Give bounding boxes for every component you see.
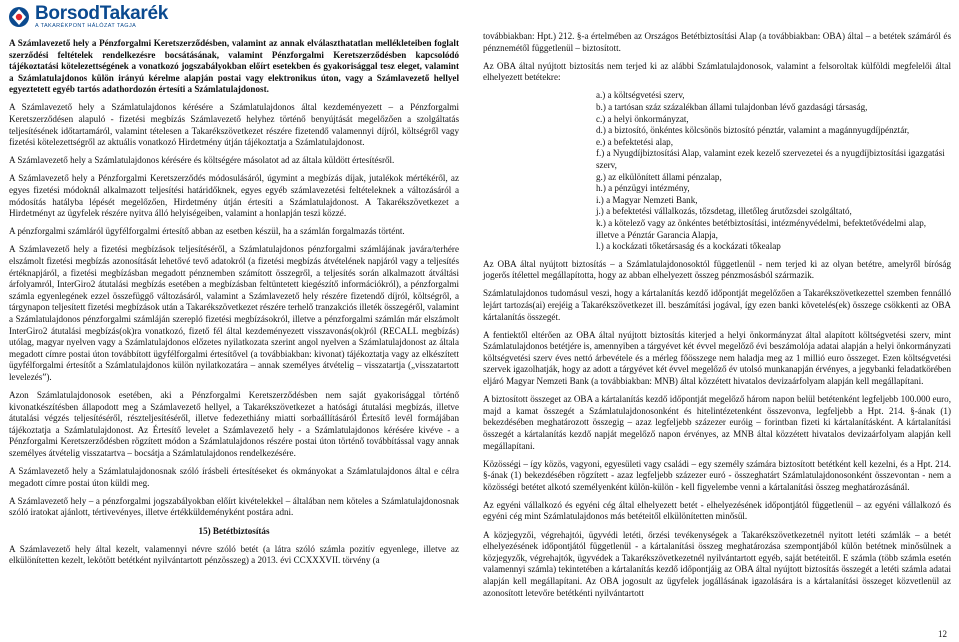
- paragraph: A Számlavezető hely – a pénzforgalmi jogszabályokban előírt kivételekkel – általában nem köteles a Számlatulajdonosnak szóló iratokat ajánlott, tértivevényes, illetve értékküldeményként postára adni.: [9, 495, 459, 518]
- paragraph: Számlatulajdonos tudomásul veszi, hogy a kártalanítás kezdő időpontját megelőzően a Takarékszövetkezettel szemben fennálló lejárt tartozás(ai) erejéig a Takarékszövetkezet ill. beszámítási jogával, így ezen banki követelés(ek) összege csökkenti az OBA kártalanítás összegét.: [483, 288, 951, 322]
- paragraph: A Számlavezető hely a Pénzforgalmi Keretszerződésben, valamint az annak elválaszthatatlan mellékleteiben foglalt szerződési feltételek rendelkezésre bocsátásának, valamint Pénzforgalmi Keretszerződésben kapcsolódó tájékoztatási kötelezettségének a vonatkozó jogszabályokban előírt esetekben és gyakorisággal tesz eleget, valamint a Számlatulajdonos külön irányú kérelme alapján postai vagy elektronikus úton, vagy a Számlavezető hellyel egyeztetett egyéb tartós adathordozón értesíti a Számlatulajdonost.: [9, 38, 459, 95]
- takarek-logo-icon: [8, 6, 30, 28]
- borsod-takarek-logo: [8, 4, 238, 32]
- paragraph: A Számlavezető hely a fizetési megbízások teljesítéséről, a Számlatulajdonos pénzforgalmi számlájának javára/terhére elszámolt fizetési megbízás azonosítását lehetővé tevő adatokról (a fizetési megbízás átvételének napjáról vagy a teljesítés értéknapjáról, a fizetési megbízásban megadott pénznemben számított összegről, a teljesítés során alkalmazott átváltási árfolyamról, InterGiro2 átutalási megbízás esetében a megbízásban feltüntetett kiegészítő információkról), a pénzforgalmi számla egyenlegének ezzel összefüggő változásáról, valamint a Számlavezető hely részére fizetendő díjról, költségről, a tárgynapon teljesített fizetési megbízások után a Takarékszövetkezet részére terhelő tranzakciós illeték összegéről, valamint a Számlatulajdonos pénzforgalmi számláján szerepló fizetési megbízásokról, illetve a pénzforgalmi számlán már elszámolt InterGiro2 átutalási megbízás(ok)ra vonatkozó, fizető fél által kezdeményezett visszavonás(ok)ról (RECALL megbízás) utólag, magyar nyelven vagy a Számlatulajdonos előzetes nyilatkozata szerint angol nyelven a Számlatulajdonost az általa megadott címre postai úton továbbított ügyfélforgalmi értesítővel (a továbbiakban: kivonat) tájékoztatja vagy az elkészített ügyfélforgalmi értesítőt a Számlatulajdonos külön nyilatkozatára – annak személyes átvételig – visszatartja („visszatartott levelezés”).: [9, 244, 459, 382]
- list-item: g.) az elkülönített állami pénzalap,: [596, 171, 722, 182]
- list-item: e.) a befektetési alap,: [596, 136, 673, 147]
- list-item: a.) a költségvetési szerv,: [596, 90, 685, 101]
- paragraph: A fentiektől eltérően az OBA által nyújtott biztosítás kiterjed a helyi önkormányzat által alapított költségvetési szerv, mint Számlatulajdonos betétjére is, amennyiben a tárgyévet két évvel megelőző évi beszámolója adatai alapján a helyi önkormányzati költségvetési szerv éves nettó árbevétele és a mérleg főösszege nem haladja meg az 1 millió euro összeget. Ezen költségvetési szervek igazolhatják, hogy az adott a tárgyévet két évvel megelőző év utolsó munkanapján érvényes, a jegybanki feladatkörében eljáró Magyar Nemzeti Bank (a továbbiakban: MNB) által közzétett hivatalos devizaárfolyam alapján kell megállapítani.: [483, 329, 951, 387]
- paragraph: Az OBA által nyújtott biztosítás nem terjed ki az alábbi Számlatulajdonosok, valamint a felsoroltak külföldi megfelelői által elhelyezett betétekre:: [483, 60, 951, 83]
- paragraph: továbbiakban: Hpt.) 212. §-a értelmében az Országos Betétbiztosítási Alap (a továbbiakban: OBA) által – a betétek számáról és pénznemétől függetlenül – biztosított.: [483, 31, 951, 53]
- list-item: i.) a Magyar Nemzeti Bank,: [596, 194, 698, 205]
- paragraph: Az OBA által nyújtott biztosítás – a Számlatulajdonosoktól függetlenül - nem terjed ki az olyan betétre, amelyről bíróság jogerős ítélettel megállapította, hogy az abban elhelyezett összeg pénzmosásból származik.: [483, 258, 951, 281]
- paragraph: A közjegyzői, végrehajtói, ügyvédi letéti, őrzési tevékenységek a Takarékszövetkezetnél nyitott letéti számlák – a betét elhelyezésének időpontjától függetlenül - a kártalanítási összeg meghatározása szempontjából külön betétnek minősülnek a közjegyzők, végrehajtók, ügyvédek a Takarékszövetkezetnél nyilvántartott egyéb, saját betéteitől. E számla (több számla esetén valamennyi számla) tekintetében a kártalanítás kezdő időpontjáig az OBA által nyújtott biztosítás összegét a letéti számla adatai alapján kell megállapítani. Az OBA jogosult az ügyfelek jogállásának igazolására is a kártalanítási összeget közvetlenül az azonosított letevőre betétkénti nyilvántartott: [483, 529, 951, 598]
- paragraph: A Számlavezető hely a Pénzforgalmi Keretszerződés módosulásáról, úgymint a megbízás díjak, jutalékok mértékéről, az egyes fizetési módoknál alkalmazott teljesítési határidőknek, egyes egyéb számlavezetési feltételeknek a változásáról a módosítás hatályba lépését megelőzően, Hirdetmény útján értesíti a Számlatulajdonost. A Takarékszövetkezet a Hirdetményt az ügyfelek részére nyitva álló helyiségeiben, valamint a honlapján teszi közzé.: [9, 173, 459, 219]
- list-item: k.) a kötelező vagy az önkéntes betétbiztosítási, intézményvédelmi, befektetővédelmi alap, illetve a Pénztár Garancia Alapja,: [596, 217, 927, 240]
- section-heading: 15) Betétbiztosítás: [198, 525, 270, 536]
- list-item: b.) a tartósan száz százalékban állami tulajdonban lévő gazdasági társaság,: [596, 101, 868, 112]
- list-item: j.) a befektetési vállalkozás, tőzsdetag, illetőleg árutőzsdei szolgáltató,: [596, 206, 852, 217]
- paragraph: A Számlavezető hely a Számlatulajdonosnak szóló írásbeli értesítéseket és okmányokat a Számlatulajdonos által e célra megadott címre postai úton küldi meg.: [9, 466, 459, 488]
- paragraph: A pénzforgalmi számláról ügyfélforgalmi értesítő abban az esetben készül, ha a számlán forgalmazás történt.: [9, 226, 405, 237]
- list-item: h.) a pénzügyi intézmény,: [596, 183, 690, 194]
- logo-name: BorsodTakarék: [35, 3, 169, 24]
- paragraph: Azon Számlatulajdonosok esetében, aki a Pénzforgalmi Keretszerződésben nem saját gyakorisággal történő kivonatkészítésben állapodott meg a Számlavezető hellyel, a Takarékszövetkezet a hatósági átutalási megbízás, illetve átutalási végzés teljesítéséről, részteljesítéséről, illetve fedezethiány miatti sorbaállításáról Értesítő levél formájában tájékoztatja a Számlatulajdonost. Az Értesítő levelet a Számlavezető hely - a Számlatulajdonos kérésére kivéve - a Pénzforgalmi Keretszerződésben rögzített módon a Számlatulajdonos részére postai úton történő továbbítással vagy annak személyes átvételig visszatartva – bocsátja a Számlatulajdonos rendelkezésére.: [9, 390, 459, 458]
- list-item: d.) a biztosító, önkéntes kölcsönös biztosító pénztár, valamint a magánnyugdíjpénztár,: [596, 125, 910, 136]
- paragraph: A Számlavezető hely által kezelt, valamennyi névre szóló betét (a látra szóló számla pozitív egyenlege, illetve az elkülönítetten kezelt, lekötött betétként nyilvántartott pénzösszeg) a 2013. évi CCXXXVII. törvény (a: [9, 543, 459, 566]
- paragraph: A biztosított összeget az OBA a kártalanítás kezdő időpontját megelőző három napon belül betétenként legfeljebb 100.000 euro, majd a kamat összegét a Számlatulajdonosonként és hitelintézetenként összevonva, legfeljebb a Hpt. 214. §-ának (1) bekezdésében meghatározott összegig – azaz legfeljebb százezer euróig – forintban fizeti ki kártalanításként. A kártalanítási összegét a kártalanítás kezdő napját megelőző napon érvényes, az MNB által közzétett hivatalos devizaárfolyam alapján kell megállapítani.: [483, 394, 951, 451]
- paragraph: Az egyéni vállalkozó és egyéni cég által elhelyezett betét - elhelyezésének időpontjától függetlenül – az egyéni vállalkozó és egyéni cég mint Számlatulajdonos más betéteitől elkülönítetten minősül.: [483, 499, 951, 522]
- excluded-depositors-list: [483, 90, 951, 252]
- left-column: [9, 38, 459, 573]
- logo-tagline: A TAKARÉKPONT HÁLÓZAT TAGJA: [35, 23, 137, 29]
- paragraph: Közösségi – így közös, vagyoni, egyesületi vagy családi – egy személy számára biztosított betétként kell kezelni, és a Hpt. 214. §-ának (1) bekezdésében rögzített - azaz legfeljebb százezer euró - összeghatárt Számlatulajdonosonként összevontan - nem a közösségi betétet alkotó személyenként külön-külön - kell figyelembe venni a kártalanítási összeg meghatározásánál.: [483, 458, 951, 492]
- paragraph: A Számlavezető hely a Számlatulajdonos kérésére a Számlatulajdonos által kezdeményezett – a Pénzforgalmi Keretszerződésen alapuló - fizetési megbízás Számlavezető helyhez történő benyújtását megelőzően a szolgáltatás teljesítésének időtartamáról, valamint tételesen a Takarékszövetkezet részére fizetendő valamennyi díjról, költségről vagy fizetési kötelezettségről az aktuális vonatkozó Hirdetmény útján tájékoztatja a Számlatulajdonost.: [9, 102, 459, 148]
- list-item: l.) a kockázati tőketársaság és a kockázati tőkealap: [596, 241, 781, 252]
- right-column: [483, 31, 951, 606]
- list-item: f.) a Nyugdíjbiztosítási Alap, valamint ezek kezelő szervezetei és a nyugdíjbiztosítási igazgatási szerv,: [596, 148, 945, 170]
- page-number: 12: [938, 629, 947, 639]
- paragraph: A Számlavezető hely a Számlatulajdonos kérésére és költségére másolatot ad az általa küldött értesítésről.: [9, 155, 395, 166]
- list-item: c.) a helyi önkormányzat,: [596, 113, 689, 124]
